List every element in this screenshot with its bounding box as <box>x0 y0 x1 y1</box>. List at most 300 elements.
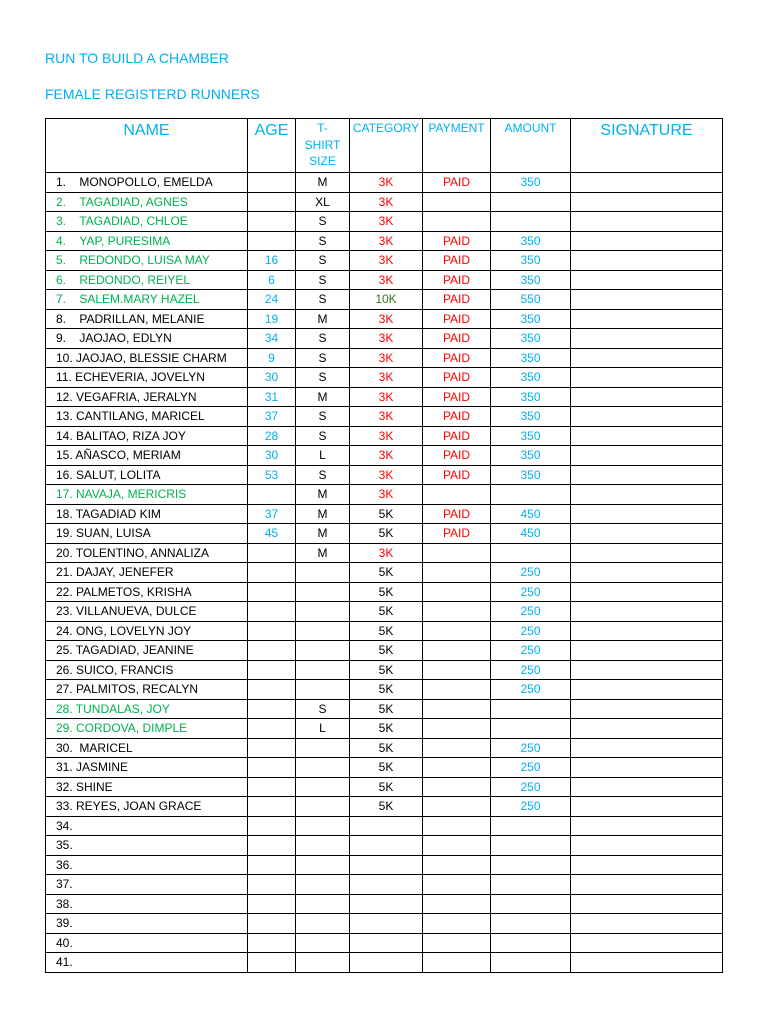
category-cell: 5K <box>350 660 423 680</box>
category-cell: 3K <box>350 309 423 329</box>
payment-cell: PAID <box>423 368 491 388</box>
amount-cell: 250 <box>491 621 571 641</box>
table-row <box>46 816 723 836</box>
payment-cell <box>423 894 491 914</box>
name-cell: 2. TAGADIAD, AGNES <box>46 192 248 212</box>
amount-cell <box>491 192 571 212</box>
name-cell: 33. REYES, JOAN GRACE <box>46 797 248 817</box>
age-cell <box>248 602 296 622</box>
age-cell <box>248 192 296 212</box>
amount-cell: 250 <box>491 797 571 817</box>
table-row <box>46 602 723 622</box>
signature-cell <box>571 582 723 602</box>
table-row <box>46 621 723 641</box>
tshirt-size-cell: XL <box>296 192 350 212</box>
signature-cell <box>571 387 723 407</box>
category-cell: 5K <box>350 641 423 661</box>
age-cell <box>248 231 296 251</box>
payment-cell: PAID <box>423 173 491 193</box>
category-cell <box>350 855 423 875</box>
category-cell: 5K <box>350 602 423 622</box>
tshirt-size-cell: S <box>296 270 350 290</box>
category-cell: 5K <box>350 758 423 778</box>
table-row <box>46 407 723 427</box>
table-row <box>46 563 723 583</box>
age-cell: 16 <box>248 251 296 271</box>
table-row <box>46 582 723 602</box>
age-cell <box>248 680 296 700</box>
tshirt-size-cell <box>296 777 350 797</box>
age-cell <box>248 894 296 914</box>
age-cell: 34 <box>248 329 296 349</box>
table-row <box>46 368 723 388</box>
header-payment: PAYMENT <box>423 119 491 173</box>
tshirt-size-cell <box>296 894 350 914</box>
tshirt-size-cell: L <box>296 446 350 466</box>
category-cell: 5K <box>350 524 423 544</box>
tshirt-size-cell <box>296 738 350 758</box>
tshirt-size-cell <box>296 914 350 934</box>
age-cell <box>248 777 296 797</box>
amount-cell <box>491 875 571 895</box>
amount-cell <box>491 543 571 563</box>
payment-cell: PAID <box>423 309 491 329</box>
payment-cell: PAID <box>423 465 491 485</box>
header-row <box>46 119 723 173</box>
age-cell: 30 <box>248 368 296 388</box>
tshirt-size-cell: M <box>296 504 350 524</box>
tshirt-size-cell <box>296 875 350 895</box>
table-row <box>46 660 723 680</box>
name-cell: 4. YAP, PURESIMA <box>46 231 248 251</box>
tshirt-size-cell <box>296 855 350 875</box>
signature-cell <box>571 621 723 641</box>
signature-cell <box>571 797 723 817</box>
amount-cell: 250 <box>491 602 571 622</box>
amount-cell <box>491 855 571 875</box>
table-row <box>46 465 723 485</box>
table-row <box>46 699 723 719</box>
name-cell: 1. MONOPOLLO, EMELDA <box>46 173 248 193</box>
amount-cell <box>491 485 571 505</box>
table-row <box>46 329 723 349</box>
category-cell: 3K <box>350 543 423 563</box>
amount-cell: 350 <box>491 368 571 388</box>
header-name: NAME <box>46 119 248 173</box>
name-cell: 28. TUNDALAS, JOY <box>46 699 248 719</box>
category-cell: 3K <box>350 446 423 466</box>
category-cell: 3K <box>350 329 423 349</box>
age-cell <box>248 719 296 739</box>
age-cell: 24 <box>248 290 296 310</box>
name-cell: 34. <box>46 816 248 836</box>
tshirt-size-cell: S <box>296 212 350 232</box>
amount-cell: 250 <box>491 582 571 602</box>
tshirt-size-cell <box>296 621 350 641</box>
amount-cell: 350 <box>491 348 571 368</box>
name-cell: 11. ECHEVERIA, JOVELYN <box>46 368 248 388</box>
tshirt-size-cell <box>296 816 350 836</box>
payment-cell <box>423 699 491 719</box>
name-cell: 24. ONG, LOVELYN JOY <box>46 621 248 641</box>
table-row <box>46 426 723 446</box>
table-row <box>46 543 723 563</box>
category-cell: 3K <box>350 426 423 446</box>
amount-cell <box>491 816 571 836</box>
table-row <box>46 641 723 661</box>
signature-cell <box>571 485 723 505</box>
age-cell: 31 <box>248 387 296 407</box>
header-signature: SIGNATURE <box>571 119 723 173</box>
signature-cell <box>571 777 723 797</box>
amount-cell: 350 <box>491 329 571 349</box>
category-cell <box>350 894 423 914</box>
age-cell <box>248 212 296 232</box>
amount-cell: 250 <box>491 641 571 661</box>
table-row <box>46 524 723 544</box>
amount-cell: 350 <box>491 407 571 427</box>
name-cell: 26. SUICO, FRANCIS <box>46 660 248 680</box>
tshirt-size-cell <box>296 933 350 953</box>
age-cell <box>248 641 296 661</box>
age-cell <box>248 836 296 856</box>
category-cell: 5K <box>350 621 423 641</box>
tshirt-size-cell: S <box>296 348 350 368</box>
name-cell: 15. AÑASCO, MERIAM <box>46 446 248 466</box>
age-cell <box>248 738 296 758</box>
tshirt-size-cell <box>296 836 350 856</box>
tshirt-size-cell <box>296 641 350 661</box>
table-row <box>46 797 723 817</box>
age-cell <box>248 563 296 583</box>
name-cell: 3. TAGADIAD, CHLOE <box>46 212 248 232</box>
category-cell: 5K <box>350 563 423 583</box>
payment-cell: PAID <box>423 251 491 271</box>
signature-cell <box>571 251 723 271</box>
amount-cell: 250 <box>491 563 571 583</box>
name-cell: 30. MARICEL <box>46 738 248 758</box>
tshirt-size-cell: S <box>296 290 350 310</box>
table-row <box>46 738 723 758</box>
signature-cell <box>571 660 723 680</box>
signature-cell <box>571 329 723 349</box>
signature-cell <box>571 738 723 758</box>
tshirt-size-cell: S <box>296 368 350 388</box>
payment-cell: PAID <box>423 290 491 310</box>
header-amount: AMOUNT <box>491 119 571 173</box>
signature-cell <box>571 875 723 895</box>
payment-cell <box>423 836 491 856</box>
signature-cell <box>571 407 723 427</box>
name-cell: 18. TAGADIAD KIM <box>46 504 248 524</box>
tshirt-size-cell: S <box>296 426 350 446</box>
payment-cell: PAID <box>423 231 491 251</box>
name-cell: 19. SUAN, LUISA <box>46 524 248 544</box>
name-cell: 37. <box>46 875 248 895</box>
table-row <box>46 855 723 875</box>
age-cell: 9 <box>248 348 296 368</box>
amount-cell: 350 <box>491 446 571 466</box>
amount-cell: 350 <box>491 387 571 407</box>
name-cell: 7. SALEM.MARY HAZEL <box>46 290 248 310</box>
table-row <box>46 836 723 856</box>
name-cell: 14. BALITAO, RIZA JOY <box>46 426 248 446</box>
payment-cell <box>423 602 491 622</box>
name-cell: 25. TAGADIAD, JEANINE <box>46 641 248 661</box>
age-cell <box>248 914 296 934</box>
amount-cell: 250 <box>491 660 571 680</box>
signature-cell <box>571 816 723 836</box>
tshirt-size-cell <box>296 953 350 973</box>
category-cell: 3K <box>350 270 423 290</box>
payment-cell <box>423 875 491 895</box>
amount-cell: 250 <box>491 777 571 797</box>
category-cell <box>350 816 423 836</box>
age-cell <box>248 621 296 641</box>
name-cell: 6. REDONDO, REIYEL <box>46 270 248 290</box>
tshirt-size-cell: S <box>296 699 350 719</box>
payment-cell: PAID <box>423 387 491 407</box>
table-row <box>46 504 723 524</box>
payment-cell <box>423 777 491 797</box>
name-cell: 40. <box>46 933 248 953</box>
payment-cell: PAID <box>423 270 491 290</box>
age-cell <box>248 582 296 602</box>
table-row <box>46 173 723 193</box>
payment-cell <box>423 914 491 934</box>
amount-cell <box>491 212 571 232</box>
tshirt-size-cell: S <box>296 407 350 427</box>
tshirt-size-cell <box>296 563 350 583</box>
signature-cell <box>571 699 723 719</box>
name-cell: 39. <box>46 914 248 934</box>
signature-cell <box>571 231 723 251</box>
age-cell <box>248 173 296 193</box>
header-age: AGE <box>248 119 296 173</box>
category-cell: 3K <box>350 212 423 232</box>
age-cell: 37 <box>248 407 296 427</box>
age-cell <box>248 953 296 973</box>
category-cell: 5K <box>350 738 423 758</box>
name-cell: 41. <box>46 953 248 973</box>
signature-cell <box>571 855 723 875</box>
amount-cell: 350 <box>491 465 571 485</box>
payment-cell <box>423 660 491 680</box>
payment-cell <box>423 680 491 700</box>
category-cell: 5K <box>350 582 423 602</box>
name-cell: 29. CORDOVA, DIMPLE <box>46 719 248 739</box>
signature-cell <box>571 543 723 563</box>
table-row <box>46 914 723 934</box>
table-row <box>46 270 723 290</box>
age-cell <box>248 855 296 875</box>
age-cell: 6 <box>248 270 296 290</box>
category-cell: 3K <box>350 465 423 485</box>
tshirt-size-cell: S <box>296 231 350 251</box>
payment-cell <box>423 797 491 817</box>
tshirt-size-cell: M <box>296 309 350 329</box>
name-cell: 27. PALMITOS, RECALYN <box>46 680 248 700</box>
age-cell <box>248 875 296 895</box>
name-cell: 36. <box>46 855 248 875</box>
name-cell: 23. VILLANUEVA, DULCE <box>46 602 248 622</box>
signature-cell <box>571 563 723 583</box>
age-cell <box>248 543 296 563</box>
table-row <box>46 875 723 895</box>
name-cell: 12. VEGAFRIA, JERALYN <box>46 387 248 407</box>
name-cell: 16. SALUT, LOLITA <box>46 465 248 485</box>
amount-cell: 350 <box>491 231 571 251</box>
category-cell: 5K <box>350 504 423 524</box>
table-row <box>46 894 723 914</box>
tshirt-size-cell: S <box>296 329 350 349</box>
payment-cell <box>423 582 491 602</box>
category-cell: 3K <box>350 368 423 388</box>
signature-cell <box>571 504 723 524</box>
amount-cell <box>491 894 571 914</box>
category-cell: 5K <box>350 699 423 719</box>
payment-cell <box>423 621 491 641</box>
age-cell <box>248 816 296 836</box>
payment-cell: PAID <box>423 446 491 466</box>
payment-cell <box>423 641 491 661</box>
table-row <box>46 758 723 778</box>
category-cell: 5K <box>350 680 423 700</box>
table-row <box>46 719 723 739</box>
signature-cell <box>571 173 723 193</box>
amount-cell: 450 <box>491 504 571 524</box>
table-row <box>46 680 723 700</box>
signature-cell <box>571 758 723 778</box>
signature-cell <box>571 933 723 953</box>
amount-cell: 250 <box>491 758 571 778</box>
name-cell: 17. NAVAJA, MERICRIS <box>46 485 248 505</box>
payment-cell <box>423 192 491 212</box>
amount-cell: 350 <box>491 173 571 193</box>
table-row <box>46 933 723 953</box>
payment-cell: PAID <box>423 329 491 349</box>
category-cell <box>350 933 423 953</box>
amount-cell <box>491 836 571 856</box>
payment-cell: PAID <box>423 524 491 544</box>
age-cell <box>248 933 296 953</box>
amount-cell <box>491 933 571 953</box>
payment-cell <box>423 543 491 563</box>
tshirt-size-cell <box>296 758 350 778</box>
document-subtitle: FEMALE REGISTERD RUNNERS <box>45 86 260 102</box>
category-cell: 3K <box>350 485 423 505</box>
signature-cell <box>571 836 723 856</box>
name-cell: 8. PADRILLAN, MELANIE <box>46 309 248 329</box>
category-cell: 3K <box>350 173 423 193</box>
signature-cell <box>571 270 723 290</box>
signature-cell <box>571 348 723 368</box>
signature-cell <box>571 680 723 700</box>
amount-cell <box>491 699 571 719</box>
age-cell: 37 <box>248 504 296 524</box>
signature-cell <box>571 953 723 973</box>
name-cell: 13. CANTILANG, MARICEL <box>46 407 248 427</box>
category-cell <box>350 914 423 934</box>
name-cell: 32. SHINE <box>46 777 248 797</box>
table-row <box>46 251 723 271</box>
signature-cell <box>571 192 723 212</box>
age-cell: 28 <box>248 426 296 446</box>
age-cell: 30 <box>248 446 296 466</box>
amount-cell: 350 <box>491 426 571 446</box>
category-cell: 3K <box>350 407 423 427</box>
name-cell: 9. JAOJAO, EDLYN <box>46 329 248 349</box>
category-cell: 5K <box>350 719 423 739</box>
payment-cell: PAID <box>423 407 491 427</box>
payment-cell <box>423 485 491 505</box>
name-cell: 5. REDONDO, LUISA MAY <box>46 251 248 271</box>
category-cell: 5K <box>350 797 423 817</box>
payment-cell <box>423 563 491 583</box>
signature-cell <box>571 719 723 739</box>
amount-cell: 250 <box>491 738 571 758</box>
tshirt-size-cell <box>296 602 350 622</box>
tshirt-size-cell: M <box>296 485 350 505</box>
tshirt-size-cell <box>296 660 350 680</box>
amount-cell: 350 <box>491 251 571 271</box>
payment-cell <box>423 719 491 739</box>
payment-cell <box>423 758 491 778</box>
table-row <box>46 348 723 368</box>
age-cell <box>248 660 296 680</box>
runners-table <box>45 118 723 973</box>
category-cell: 5K <box>350 777 423 797</box>
table-row <box>46 290 723 310</box>
table-row <box>46 309 723 329</box>
name-cell: 38. <box>46 894 248 914</box>
signature-cell <box>571 426 723 446</box>
name-cell: 20. TOLENTINO, ANNALIZA <box>46 543 248 563</box>
category-cell: 3K <box>350 348 423 368</box>
tshirt-size-cell <box>296 582 350 602</box>
tshirt-size-cell: M <box>296 173 350 193</box>
tshirt-size-cell: L <box>296 719 350 739</box>
table-row <box>46 231 723 251</box>
category-cell <box>350 953 423 973</box>
payment-cell <box>423 738 491 758</box>
age-cell <box>248 699 296 719</box>
category-cell: 3K <box>350 251 423 271</box>
signature-cell <box>571 641 723 661</box>
tshirt-size-cell <box>296 680 350 700</box>
document-title: RUN TO BUILD A CHAMBER <box>45 50 229 66</box>
table-row <box>46 446 723 466</box>
age-cell <box>248 758 296 778</box>
payment-cell: PAID <box>423 348 491 368</box>
name-cell: 21. DAJAY, JENEFER <box>46 563 248 583</box>
tshirt-size-cell: S <box>296 251 350 271</box>
category-cell <box>350 836 423 856</box>
payment-cell <box>423 816 491 836</box>
amount-cell <box>491 719 571 739</box>
amount-cell: 350 <box>491 270 571 290</box>
signature-cell <box>571 309 723 329</box>
signature-cell <box>571 290 723 310</box>
category-cell: 3K <box>350 231 423 251</box>
signature-cell <box>571 894 723 914</box>
category-cell <box>350 875 423 895</box>
amount-cell: 550 <box>491 290 571 310</box>
age-cell <box>248 797 296 817</box>
signature-cell <box>571 524 723 544</box>
amount-cell <box>491 953 571 973</box>
tshirt-size-cell: M <box>296 387 350 407</box>
